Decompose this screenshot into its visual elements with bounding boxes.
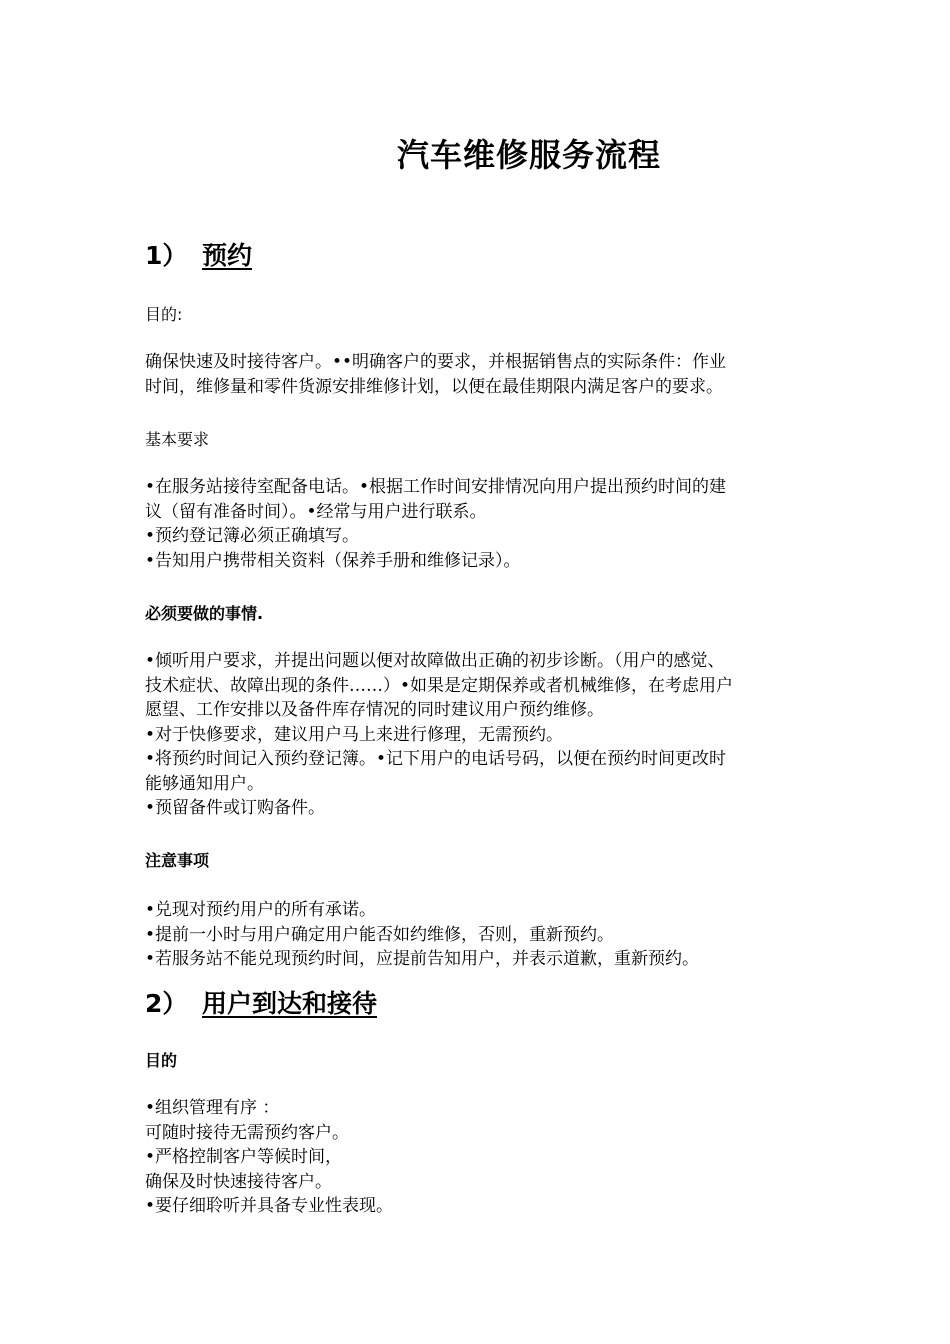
list-item: •兑现对预约用户的所有承诺。 — [145, 900, 377, 920]
section-1-heading — [145, 236, 252, 272]
section-2-purpose-label: 目的 — [145, 1051, 178, 1070]
section-1-must-label: 必须要做的事情. — [145, 604, 264, 623]
list-item: 技术症状、故障出现的条件……）•如果是定期保养或者机械维修，在考虑用户 — [145, 675, 734, 696]
paragraph-line: 确保快速及时接待客户。••明确客户的要求，并根据销售点的实际条件：作业 — [145, 352, 727, 372]
section-1-purpose-text — [145, 350, 815, 399]
section-1-must-list — [145, 649, 815, 821]
section-1-basic-label: 基本要求 — [145, 430, 210, 449]
list-item: •预留备件或订购备件。 — [145, 798, 326, 818]
list-item: 议（留有准备时间）。•经常与用户进行联系。 — [145, 501, 487, 522]
list-item: •要仔细聆听并具备专业性表现。 — [145, 1196, 394, 1216]
list-item: •告知用户携带相关资料（保养手册和维修记录）。 — [145, 550, 521, 571]
list-item: 愿望、工作安排以及备件库存情况的同时建议用户预约维修。 — [145, 700, 604, 720]
list-item: •预约登记簿必须正确填写。 — [145, 526, 360, 546]
section-1-notes-list — [145, 898, 815, 972]
paragraph-line: 时间，维修量和零件货源安排维修计划，以便在最佳期限内满足客户的要求。 — [145, 376, 723, 397]
section-1-purpose-label: 目的: — [145, 305, 183, 324]
section-2-purpose-list — [145, 1096, 815, 1219]
list-item: •严格控制客户等候时间， — [145, 1147, 343, 1167]
section-1-title: 预约 — [202, 241, 253, 270]
list-item: •在服务站接待室配备电话。•根据工作时间安排情况向用户提出预约时间的建 — [145, 477, 727, 497]
section-2-number: 2） — [145, 989, 188, 1018]
list-item: 可随时接待无需预约客户。 — [145, 1122, 349, 1143]
document-title: 汽车维修服务流程 — [396, 136, 661, 174]
section-1-basic-list — [145, 475, 815, 573]
list-item: •提前一小时与用户确定用户能否如约维修，否则，重新预约。 — [145, 924, 615, 945]
list-item: •若服务站不能兑现预约时间，应提前告知用户，并表示道歉，重新预约。 — [145, 949, 700, 969]
list-item: •倾听用户要求，并提出问题以便对故障做出正确的初步诊断。（用户的感觉、 — [145, 651, 725, 671]
list-item: •将预约时间记入预约登记簿。•记下用户的电话号码，以便在预约时间更改时 — [145, 749, 727, 769]
list-item: 能够通知用户。 — [145, 773, 264, 794]
list-item: •对于快修要求，建议用户马上来进行修理，无需预约。 — [145, 724, 564, 745]
section-1-notes-label: 注意事项 — [145, 851, 210, 870]
list-item: 确保及时快速接待客户。 — [145, 1171, 332, 1192]
section-2-title: 用户到达和接待 — [202, 989, 378, 1018]
section-1-number: 1） — [145, 241, 188, 270]
list-item: •组织管理有序 ： — [145, 1098, 280, 1118]
section-2-heading — [145, 984, 377, 1020]
